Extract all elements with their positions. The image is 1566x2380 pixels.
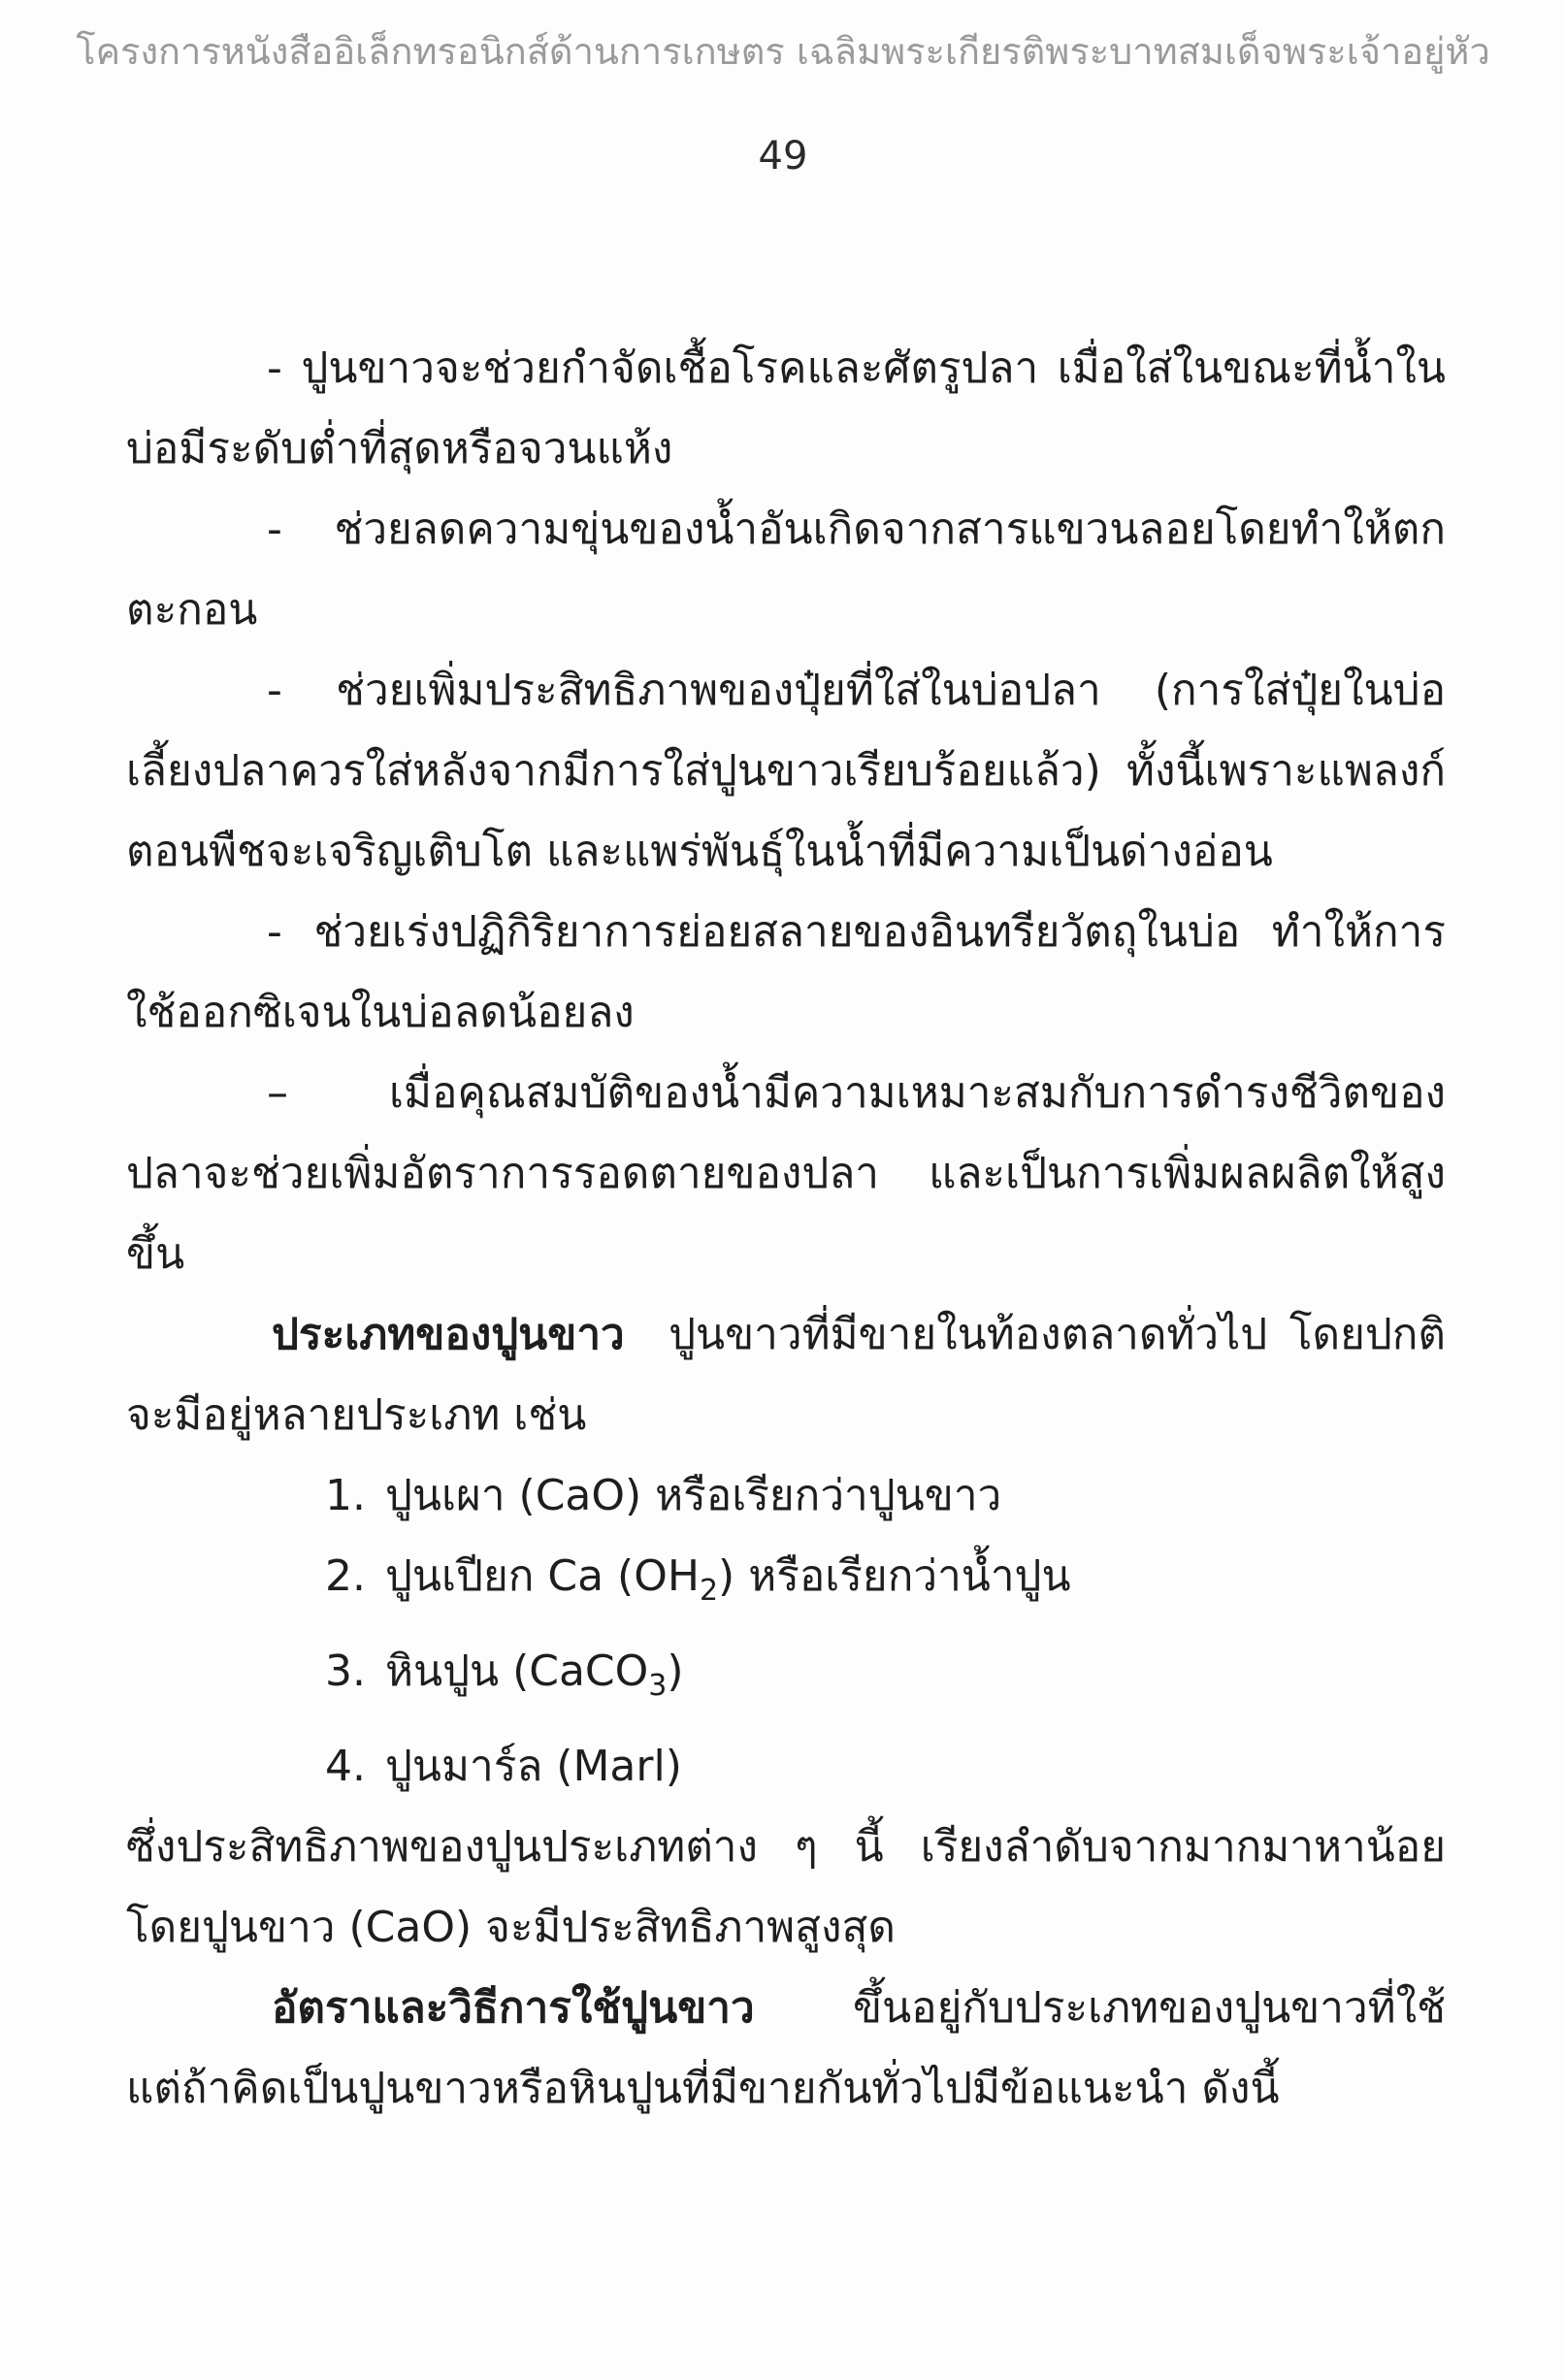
types-heading: ประเภทของปูนขาว [272,1310,625,1359]
types-intro: ปูนขาวที่มีขายในท้องตลาดทั่วไป โดยปกติจะมีอยู่หลายประเภท เช่น [126,1310,1446,1440]
benefit-text: ช่วยเร่งปฏิกิริยาการย่อยสลายของอินทรียวัตถุในบ่อ ทำให้การใช้ออกซิเจนในบ่อลดน้อยลง [126,907,1446,1037]
bullet-dash: - [267,505,282,554]
list-item-text-tail: ) [667,1646,684,1696]
running-header: โครงการหนังสืออิเล็กทรอนิกส์ด้านการเกษตร เฉลิมพระเกียรติพระบาทสมเด็จพระเจ้าอยู่หัว [76,30,1490,73]
subscript: 3 [648,1669,668,1703]
benefit-text: เมื่อคุณสมบัติของน้ำมีความเหมาะสมกับการดำรงชีวิตของปลาจะช่วยเพิ่มอัตราการรอดตายของปลา และเป็นการเพิ่มผลผลิตให้สูงขึ้น [126,1068,1446,1279]
benefit-text: ปูนขาวจะช่วยกำจัดเชื้อโรคและศัตรูปลา เมื่อใส่ในขณะที่น้ำในบ่อมีระดับต่ำที่สุดหรือจวนแห้ง [126,343,1446,473]
bullet-dash: - [267,666,282,715]
lime-types-list [126,1455,1446,1807]
benefit-text: ช่วยเพิ่มประสิทธิภาพของปุ๋ยที่ใส่ในบ่อปลา (การใส่ปุ๋ยในบ่อเลี้ยงปลาควรใส่หลังจากมีการใส่ปูนขาวเรียบร้อยแล้ว) ทั้งนี้เพราะแพลงก์ตอนพืชจะเจริญเติบโต และแพร่พันธุ์ในน้ำที่มีความเป็นด่างอ่อน [126,666,1446,876]
benefit-text: ช่วยลดความขุ่นของน้ำอันเกิดจากสารแขวนลอยโดยทำให้ตกตะกอน [126,505,1446,635]
benefit-paragraph [126,650,1446,892]
subscript: 2 [699,1574,719,1608]
benefit-paragraph [126,489,1446,650]
list-item-text-tail: ) หรือเรียกว่าน้ำปูน [718,1551,1071,1601]
bullet-dash: - [267,343,282,393]
benefit-paragraph [126,892,1446,1053]
list-number: 4. [325,1742,366,1791]
list-number: 3. [325,1646,366,1696]
rate-heading: อัตราและวิธีการใช้ปูนขาว [272,1983,755,2033]
list-number: 1. [325,1471,366,1520]
list-item [126,1726,1446,1807]
list-item [126,1536,1446,1631]
benefit-paragraph [126,1053,1446,1294]
bullet-dash: - [267,907,282,957]
list-item [126,1455,1446,1536]
list-number: 2. [325,1551,366,1601]
body-text [126,328,1446,2129]
rate-text: ขึ้นอยู่กับประเภทของปูนขาวที่ใช้ แต่ถ้าคิดเป็นปูนขาวหรือหินปูนที่มีขายกันทั่วไปมีข้อแนะนำ ดังนี้ [126,1983,1446,2113]
list-item [126,1631,1446,1726]
summary-paragraph: ซึ่งประสิทธิภาพของปูนประเภทต่าง ๆ นี้ เรียงลำดับจากมากมาหาน้อย โดยปูนขาว (CaO) จะมีประสิทธิภาพสูงสุด [126,1822,1446,1952]
rate-paragraph [126,1968,1446,2129]
list-item-text: ปูนมาร์ล (Marl) [385,1742,682,1791]
bullet-dash: – [267,1068,288,1118]
page-number: 49 [758,134,808,179]
list-item-text: ปูนเปียก Ca (OH [385,1551,700,1601]
list-item-text: ปูนเผา (CaO) หรือเรียกว่าปูนขาว [385,1471,1002,1520]
benefit-paragraph [126,328,1446,489]
list-item-text: หินปูน (CaCO [385,1646,649,1696]
types-paragraph [126,1294,1446,1455]
